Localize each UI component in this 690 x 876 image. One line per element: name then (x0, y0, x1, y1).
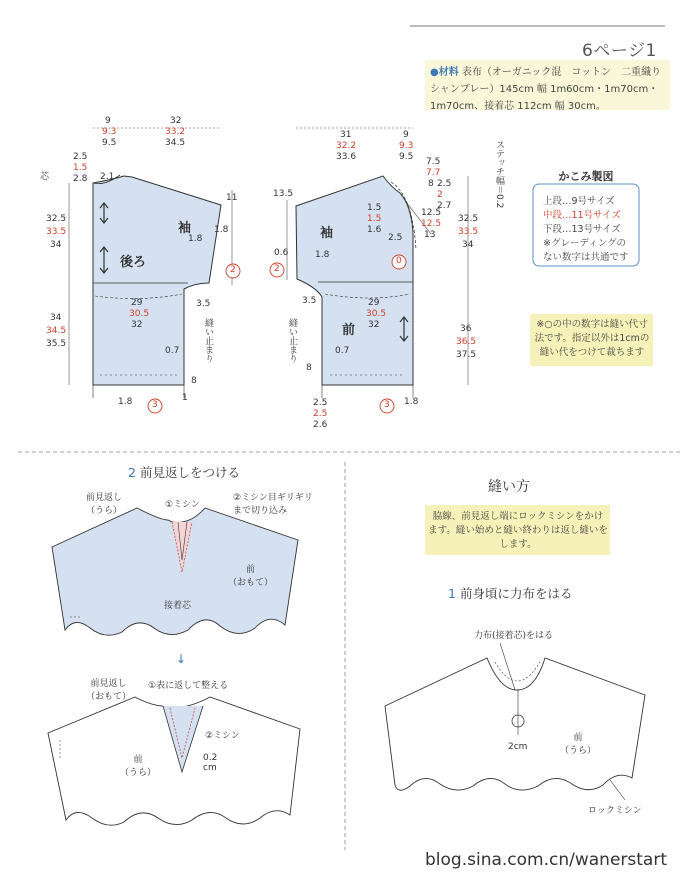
dim: 2.5 (388, 233, 403, 243)
dim: 0.7 (335, 346, 350, 356)
dim: 34.5 (46, 326, 67, 336)
seam-mark: 2 (274, 264, 280, 274)
dim: 34 (50, 240, 62, 250)
dim: 3.5 (196, 299, 211, 309)
dim: 29 (131, 298, 143, 308)
back-stop-label: 縫い止まり (203, 318, 213, 363)
dim: 32 (170, 116, 182, 126)
step2-title (128, 463, 240, 481)
page-title: 6ページ1 (582, 41, 657, 61)
dim: 33.5 (46, 227, 67, 237)
dim: 2.5 (313, 398, 328, 408)
dim: 8 (306, 363, 312, 373)
dim: 2.7 (437, 201, 452, 211)
dim: 7.5 (426, 157, 441, 167)
dim: 32.5 (458, 214, 479, 224)
dim: 29 (368, 298, 380, 308)
sewing-front-back-label: 前 （うら） (560, 733, 597, 756)
step2-facing-back-label: 前見返し （うら） (86, 493, 123, 516)
back-sleeve-label: 袖 (178, 221, 192, 236)
dim: 2.5 (437, 179, 452, 189)
step2-turn-label: ①表に返して整える (148, 681, 229, 691)
sewing-title: 縫い方 (488, 479, 530, 495)
dim: 13 (424, 230, 436, 240)
dim: 2.5 (73, 152, 88, 162)
dim: 9.5 (399, 152, 414, 162)
dim: 31 (340, 130, 352, 140)
seam-allowance-note: ※○の中の数字は縫い代寸法です。指定以外は1cmの縫い代をつけて裁ちます (534, 319, 650, 358)
legend-line: 上段…9号サイズ (543, 196, 615, 207)
back-pattern-piece (69, 128, 240, 413)
dim: 35.5 (46, 339, 67, 349)
dim: 2.1 (100, 172, 115, 182)
step2-arrow: ↓ (176, 652, 187, 666)
dim: 7.7 (426, 168, 441, 178)
dim: 34 (462, 240, 474, 250)
materials-text: 表布（オーガニック混 コットン 二重織り シャンブレー）145cm 幅 1m60cm・1m70cm・1m70cm、接着芯 112cm 幅 30cm。 (430, 67, 672, 112)
sewing-step1-title-text: 前身頃に力布をはる (459, 586, 573, 601)
legend-line: ない数字は共通です (543, 252, 629, 263)
dim: 11 (226, 193, 238, 203)
step2-machine2-label: ②ミシン (205, 731, 240, 741)
seam-mark: 3 (152, 400, 158, 410)
dim: 2.6 (313, 420, 328, 430)
dim: 1.8 (188, 234, 203, 244)
dim: 9.3 (399, 141, 414, 151)
sewing-overlock-label: ロックミシン (588, 806, 642, 816)
step2-gap-label: 0.2 cm (203, 753, 218, 773)
legend-line: ※グレーディングの (543, 238, 627, 249)
sewing-step1-number: 1 (448, 586, 456, 601)
dim: 32.2 (336, 141, 357, 151)
legend-line: 下段…13号サイズ (543, 224, 621, 235)
sewing-step1-title (448, 584, 572, 602)
dim: 36 (460, 324, 472, 334)
dim: 8 (428, 179, 434, 189)
dim: 12.5 (421, 219, 442, 229)
dim: 1 (182, 393, 188, 403)
dim: 9 (403, 130, 409, 140)
materials-heading: ●材料 (430, 67, 459, 78)
dim: 1.8 (214, 225, 229, 235)
front-sleeve-label: 袖 (320, 226, 334, 241)
sewing-patch-label: 力布(接着芯)をはる (474, 631, 554, 641)
legend-title: かこみ製図 (558, 170, 614, 183)
sewing-step1-front (385, 643, 645, 800)
legend-line: 中段…11号サイズ (543, 210, 621, 221)
seam-mark: 2 (230, 265, 236, 275)
front-body-label: 前 (342, 323, 356, 338)
dim: 30.5 (129, 309, 150, 319)
dim: 32.5 (46, 214, 67, 224)
dim: 1.8 (118, 397, 133, 407)
dim: 13.5 (273, 189, 294, 199)
dim: 2 (437, 190, 443, 200)
dim: 2.5 (313, 409, 328, 419)
front-stop-label: 縫い止まり (287, 318, 297, 363)
dim: 1.5 (367, 214, 382, 224)
dim: 0.7 (165, 346, 180, 356)
dim: 3.5 (302, 296, 317, 306)
step2-facing-front-label: 前見返し （おもて） (86, 679, 132, 702)
dim: 1.6 (367, 225, 382, 235)
dim: 0.6 (274, 248, 289, 258)
sewing-size-label: 2cm (508, 742, 528, 752)
dim: 1.8 (315, 250, 330, 260)
step2-front-face-label: 前 （おもて） (228, 565, 274, 588)
step2-front-back-label: 前 （うら） (120, 755, 157, 778)
step2-interfacing-label: 接着芯 (164, 601, 192, 611)
sewing-note: 脇線、前見返し端にロックミシンをかけます。縫い始めと縫い終わりは返し縫いをします。 (428, 511, 608, 550)
dim: 34.5 (165, 138, 186, 148)
dim: 1.5 (73, 163, 88, 173)
dim: 36.5 (456, 337, 477, 347)
dim: 33.2 (165, 127, 186, 137)
dim: 8 (191, 376, 197, 386)
dim: 33.5 (458, 227, 479, 237)
dim: 9.3 (102, 127, 117, 137)
dim: 1.8 (404, 397, 419, 407)
dim: 1.5 (367, 203, 382, 213)
back-core-label: 芯 (40, 172, 50, 182)
seam-mark: 0 (396, 256, 402, 266)
step2-number: 2 (128, 465, 136, 480)
dim: 2.8 (73, 174, 88, 184)
dim: 12.5 (421, 208, 442, 218)
step2-title-text: 前見返しをつける (139, 465, 240, 480)
seam-mark: 3 (384, 400, 390, 410)
step2-machine-label: ①ミシン (165, 500, 200, 510)
back-body-label: 後ろ (120, 255, 147, 270)
dim: 9.5 (102, 138, 117, 148)
dim: 34 (50, 313, 62, 323)
watermark: blog.sina.com.cn/wanerstart (425, 850, 667, 870)
legend-title-wrap (533, 168, 639, 184)
step2-cut-label: ②ミシン目ギリギリ まで切り込み (233, 493, 313, 516)
dim: 37.5 (456, 350, 477, 360)
dim: 33.6 (336, 152, 357, 162)
front-stitch-label: ステッチ幅＝0.2 (494, 140, 504, 209)
step2-front-bottom (48, 697, 300, 825)
dim: 9 (105, 116, 111, 126)
dim: 32 (131, 320, 143, 330)
materials-note (430, 64, 670, 115)
dim: 30.5 (366, 309, 387, 319)
dim: 32 (368, 320, 380, 330)
